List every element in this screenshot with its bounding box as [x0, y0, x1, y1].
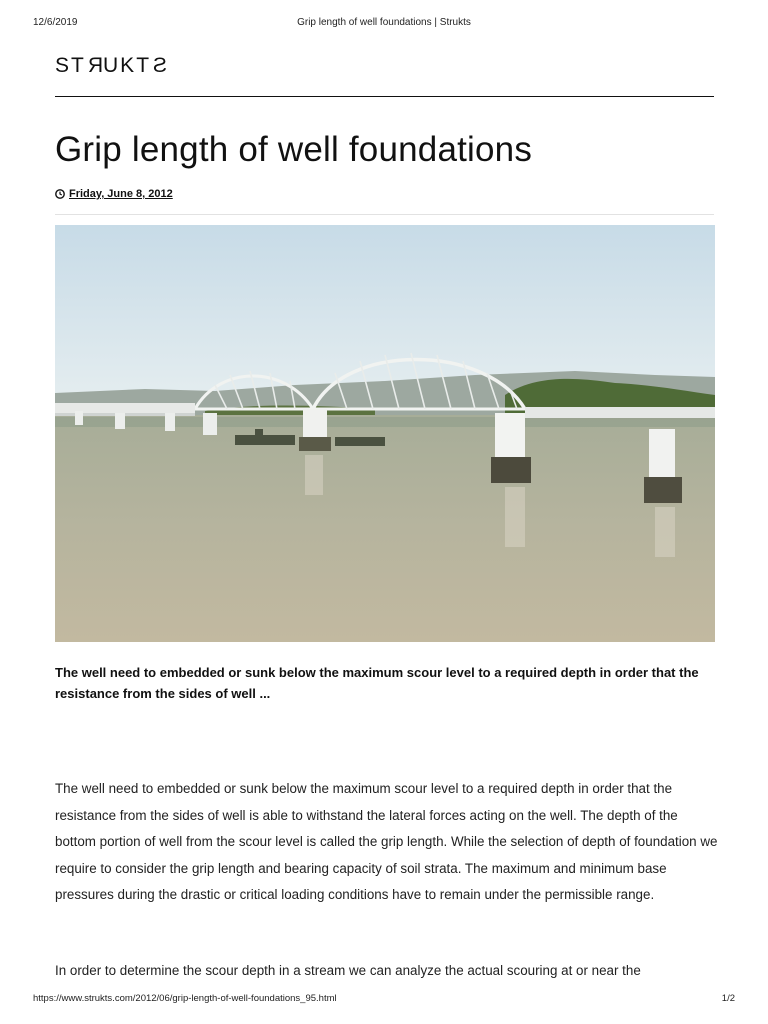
- article-paragraph-2: In order to determine the scour depth in a stream we can analyze the actual scouring at or near the: [55, 963, 641, 978]
- dateline-divider: [55, 214, 714, 215]
- article-paragraph-1: The well need to embedded or sunk below the maximum scour level to a required depth in order that the resistance from the sides of well is able to withstand the lateral forces acting on the well. The depth of the bottom portion of well from the scour level is called the grip length. While the selection of depth of foundation we require to consider the grip length and bearing capacity of soil strata. The maximum and minimum base pressures during the drastic or critical loading conditions have to remain under the permissible range.: [55, 781, 718, 902]
- print-url: https://www.strukts.com/2012/06/grip-length-of-well-foundations_95.html: [33, 993, 337, 1004]
- print-page-number: 1/2: [721, 993, 735, 1004]
- article-dateline: [55, 188, 173, 200]
- header-divider: [55, 96, 714, 97]
- river-bridge-photo: [55, 225, 715, 642]
- article-title: Grip length of well foundations: [55, 130, 533, 169]
- print-footer: [33, 993, 735, 1007]
- article-lede: The well need to embedded or sunk below the maximum scour level to a required depth in order that the resistance from the sides of well ...: [55, 665, 699, 701]
- site-logo[interactable]: STRUKTS: [55, 54, 168, 77]
- article-date-link[interactable]: Friday, June 8, 2012: [69, 188, 173, 200]
- print-date: 12/6/2019: [33, 17, 78, 28]
- print-page-title: Grip length of well foundations | Strukts: [297, 17, 471, 28]
- print-header: [33, 17, 735, 31]
- clock-icon: [55, 189, 65, 199]
